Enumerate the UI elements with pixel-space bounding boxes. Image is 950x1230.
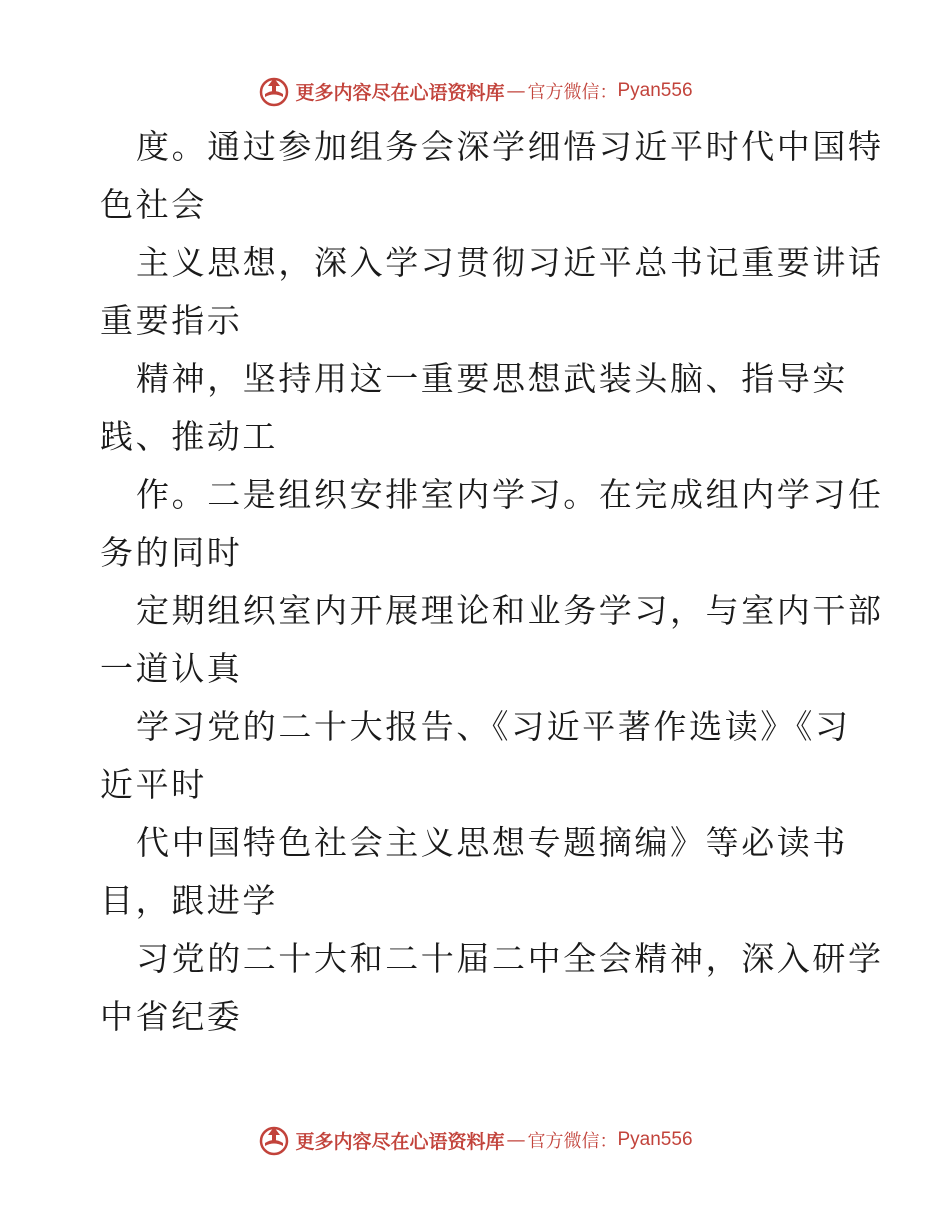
text-line: 重要指示 (100, 301, 243, 340)
wechat-label: 官方微信： (527, 82, 618, 103)
text-line: 精神，坚持用这一重要思想武装头脑、指导实 (136, 359, 848, 398)
text-line: 中省纪委 (100, 997, 243, 1036)
site-name: 更多内容尽在心语资料库 (295, 1130, 505, 1153)
book-quill-logo-icon (257, 1123, 291, 1157)
site-name: 更多内容尽在心语资料库 (295, 81, 505, 104)
text-line: 近平时 (100, 765, 207, 804)
text-line: 代中国特色社会主义思想专题摘编》等必读书 (136, 823, 848, 862)
document-body (100, 118, 884, 1046)
text-line: 定期组织室内开展理论和业务学习，与室内干部 (136, 591, 884, 630)
wechat-id: Pyan556 (617, 1129, 693, 1150)
text-line: 习党的二十大和二十届二中全会精神，深入研学 (136, 939, 884, 978)
text-line: 度。通过参加组务会深学细悟习近平时代中国特 (136, 127, 884, 166)
text-line: 色社会 (100, 185, 207, 224)
wechat-id: Pyan556 (617, 80, 693, 101)
footer-banner (0, 1120, 950, 1160)
banner-separator: — (506, 1129, 526, 1151)
banner-separator: — (506, 80, 526, 102)
text-line: 务的同时 (100, 533, 243, 572)
text-line: 学习党的二十大报告、《习近平著作选读》《习 (136, 707, 851, 746)
text-line: 践、推动工 (100, 417, 278, 456)
text-line: 主义思想，深入学习贯彻习近平总书记重要讲话 (136, 243, 884, 282)
book-quill-logo-icon (257, 74, 291, 108)
text-line: 作。二是组织安排室内学习。在完成组内学习任 (136, 475, 884, 514)
wechat-label: 官方微信： (527, 1131, 618, 1152)
header-banner (0, 71, 950, 111)
text-line: 目，跟进学 (100, 881, 278, 920)
text-line: 一道认真 (100, 649, 243, 688)
